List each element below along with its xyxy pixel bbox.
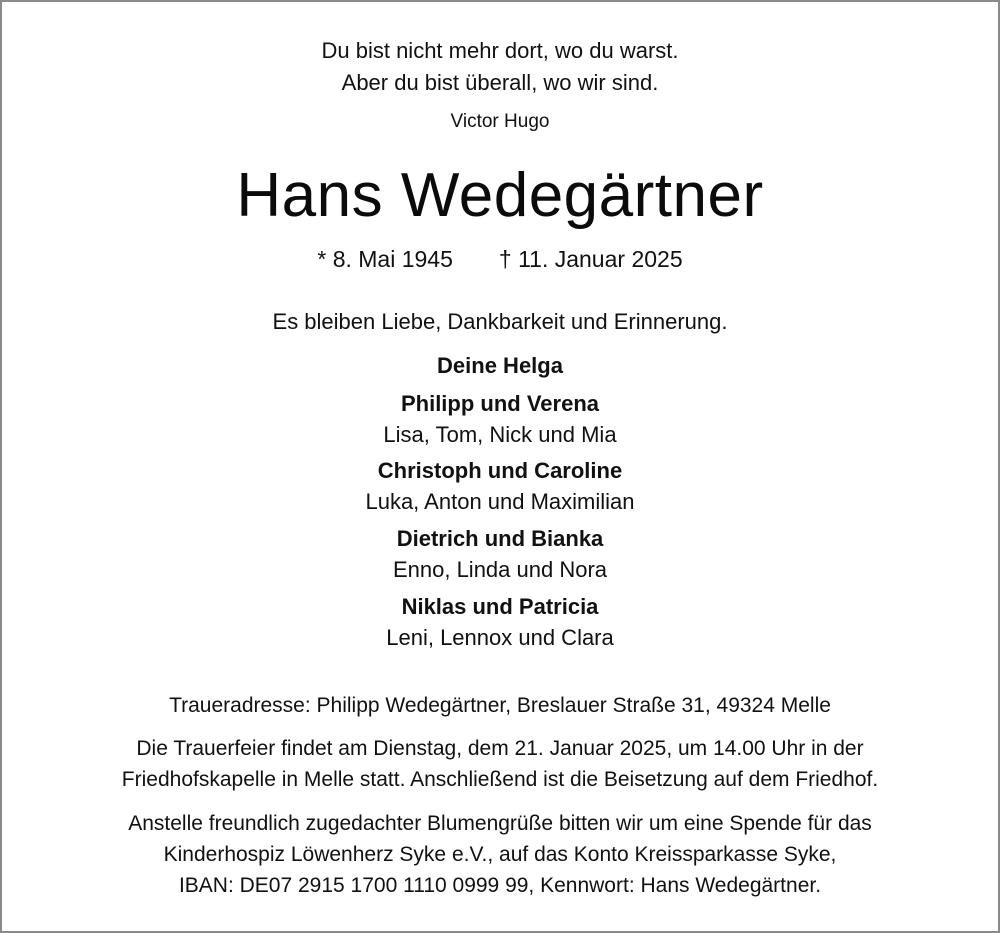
donation-info-line-1: Anstelle freundlich zugedachter Blumengrüße bitten wir um eine Spende für das — [128, 812, 872, 835]
funeral-info-line-1: Die Trauerfeier findet am Dienstag, dem 21. Januar 2025, um 14.00 Uhr in der — [136, 737, 864, 760]
donation-info-line-2: Kinderhospiz Löwenherz Syke e.V., auf das Konto Kreissparkasse Syke, — [163, 843, 837, 866]
mourning-address: Traueradresse: Philipp Wedegärtner, Breslauer Straße 31, 49324 Melle — [169, 694, 831, 717]
quote-line-2: Aber du bist überall, wo wir sind. — [341, 70, 659, 95]
family-parents-4: Niklas und Patricia — [401, 594, 599, 619]
motto: Es bleiben Liebe, Dankbarkeit und Erinnerung. — [272, 309, 728, 334]
family-children-1: Lisa, Tom, Nick und Mia — [383, 422, 617, 447]
funeral-info-line-2: Friedhofskapelle in Melle statt. Anschließend ist die Beisetzung auf dem Friedhof. — [121, 768, 879, 791]
birth-date: * 8. Mai 1945 — [317, 246, 453, 272]
spouse-name: Deine Helga — [437, 353, 563, 378]
family-parents-3: Dietrich und Bianka — [396, 526, 604, 551]
death-date: † 11. Januar 2025 — [498, 246, 683, 272]
family-children-3: Enno, Linda und Nora — [392, 557, 608, 582]
family-children-2: Luka, Anton und Maximilian — [365, 489, 635, 514]
quote-author: Victor Hugo — [450, 111, 550, 132]
family-children-4: Leni, Lennox und Clara — [386, 625, 614, 650]
family-parents-2: Christoph und Caroline — [377, 458, 623, 483]
deceased-name: Hans Wedegärtner — [236, 161, 764, 230]
life-dates — [0, 248, 1000, 271]
family-parents-1: Philipp und Verena — [400, 391, 600, 416]
quote-line-1: Du bist nicht mehr dort, wo du warst. — [321, 38, 679, 63]
donation-info-line-3: IBAN: DE07 2915 1700 1110 0999 99, Kennwort: Hans Wedegärtner. — [178, 874, 822, 897]
